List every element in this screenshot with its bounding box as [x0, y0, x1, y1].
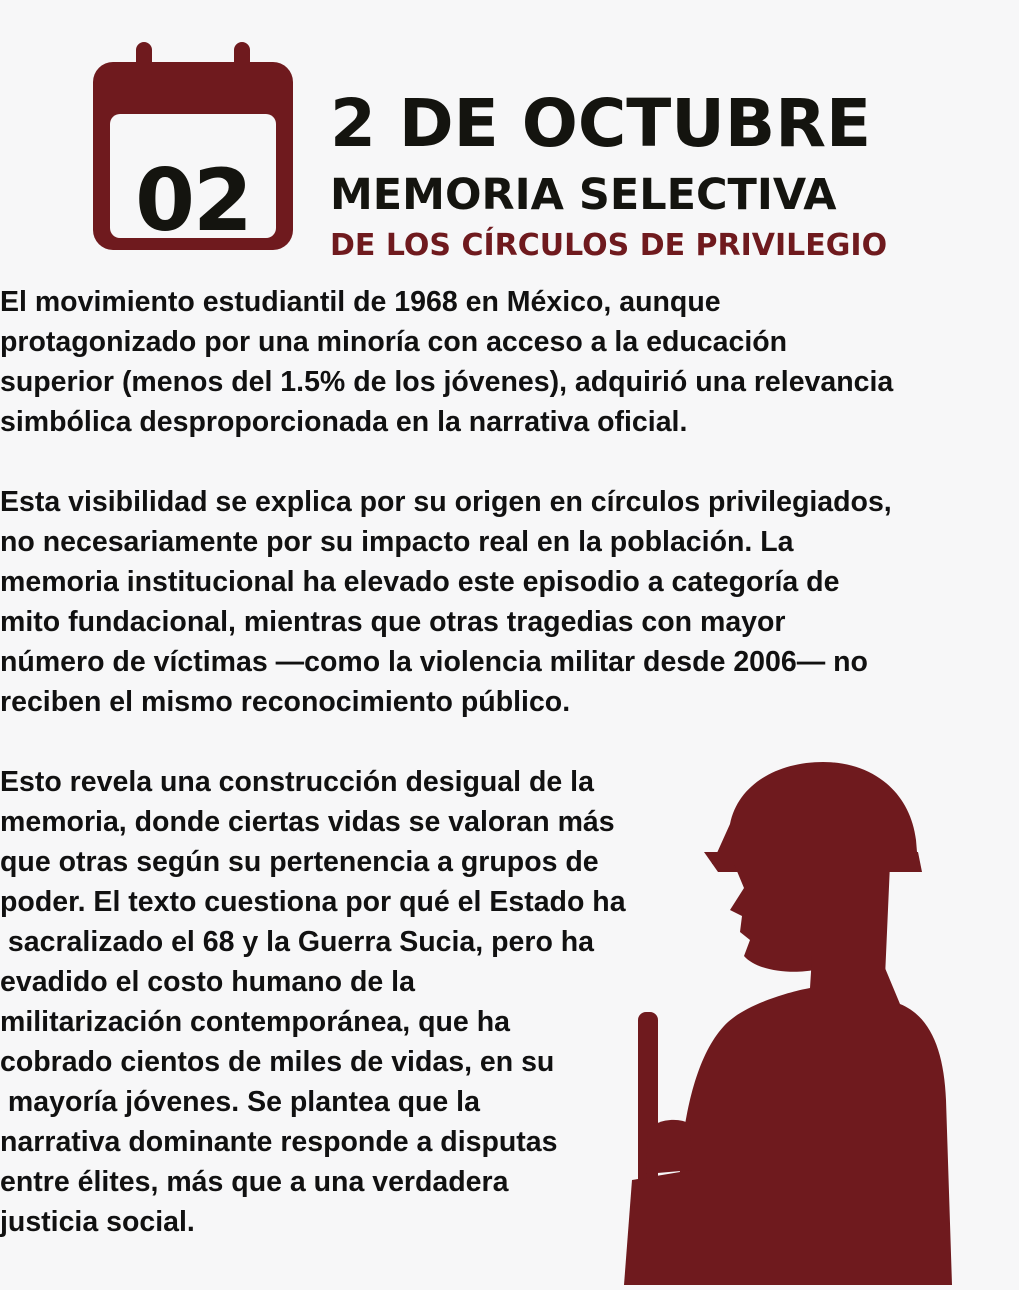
soldier-silhouette — [618, 760, 958, 1285]
calendar-day: 02 — [135, 151, 251, 251]
calendar-icon — [90, 42, 296, 254]
paragraph-3: Esto revela una construcción desigual de la memoria, donde ciertas vidas se valoran más que otras según su pertenencia a grupos de poder. El texto cuestiona por qué el Estado ha sacralizado el 68 y la Guerra Sucia, pero ha evadido el costo humano de la militarización contemporánea, que ha cobrado cientos de miles de vidas, en su mayoría jóvenes. Se plantea que la narrativa dominante responde a disputas entre élites, más que a una verdadera justicia social. — [0, 766, 626, 1238]
page-subtitle-secondary: DE LOS CÍRCULOS DE PRIVILEGIO — [330, 228, 888, 263]
page-subtitle: MEMORIA SELECTIVA — [330, 170, 837, 220]
paragraph-1: El movimiento estudiantil de 1968 en México, aunque protagonizado por una minoría con acceso a la educación superior (menos del 1.5% de los jóvenes), adquirió una relevancia simbólica desproporcionada en la narrativa oficial. — [0, 286, 894, 438]
paragraph-2: Esta visibilidad se explica por su origen en círculos privilegiados, no necesariamente por su impacto real en la población. La memoria institucional ha elevado este episodio a categoría de mito fundacional, mientras que otras tragedias con mayor número de víctimas —como la violencia militar desde 2006— no reciben el mismo reconocimiento público. — [0, 486, 892, 718]
page-title: 2 DE OCTUBRE — [330, 85, 872, 162]
